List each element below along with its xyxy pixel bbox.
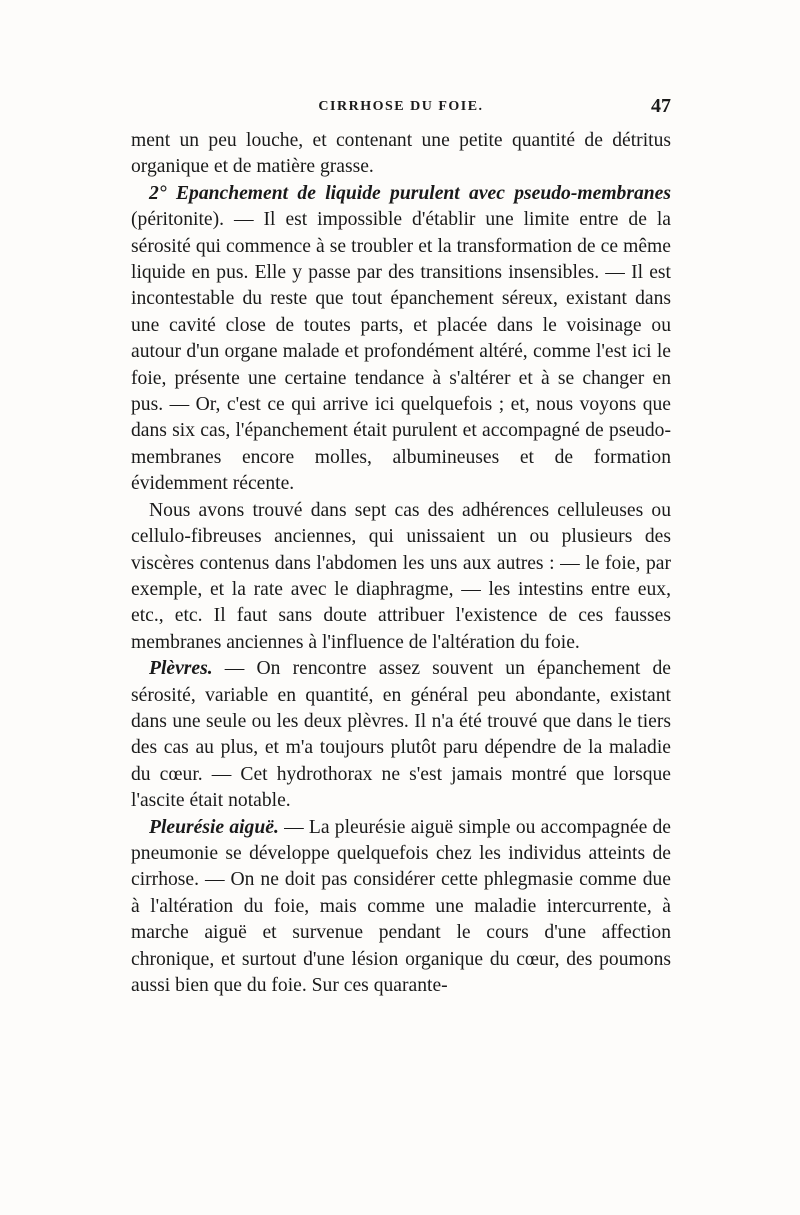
paragraph-lead: Plèvres.: [149, 658, 213, 680]
paragraph-text: — La pleurésie aiguë simple ou accompagnée de pneumonie se développe quelquefois chez les individus atteints de cirrhose. — On ne doit pas considérer cette phlegmasie comme due à l'altération du foie, mais comme une maladie intercurrente, à marche aiguë et survenue pendant le cours d'une affection chronique, et surtout d'une lésion organique du cœur, des poumons aussi bien que du foie. Sur ces quarante-: [131, 816, 671, 996]
paragraph-lead: 2° Epanchement de liquide purulent avec pseudo-membranes: [149, 182, 671, 204]
paragraph-pleuresie: [131, 815, 671, 1000]
running-head: [131, 96, 671, 126]
text-block: [131, 96, 671, 999]
paragraph-plevres: [131, 656, 671, 814]
paragraph-text: — On rencontre assez souvent un épanchement de sérosité, variable en quantité, en général peu abondante, existant dans une seule ou les deux plèvres. Il n'a été trouvé que dans le tiers des cas au plus, et m'a toujours plutôt paru dépendre de la maladie du cœur. — Cet hydrothorax ne s'est jamais montré que lorsque l'ascite était notable.: [131, 658, 671, 812]
paragraph-text: (péritonite). — Il est impossible d'établir une limite entre de la sérosité qui commence à se troubler et la transformation de ce même liquide en pus. Elle y passe par des transitions insensibles. — Il est incontestable du reste que tout épanchement séreux, existant dans une cavité close de toutes parts, et placée dans le voisinage ou autour d'un organe malade et profondément altéré, comme l'est ici le foie, présente une certaine tendance à s'altérer et à se changer en pus. — Or, c'est ce qui arrive ici quelquefois ; et, nous voyons que dans six cas, l'épanchement était purulent et accompagné de pseudo-membranes encore molles, albumineuses et de formation évidemment récente.: [131, 209, 671, 495]
paragraph-text: ment un peu louche, et contenant une petite quantité de détritus organique et de matière grasse.: [131, 130, 671, 178]
page-number: 47: [651, 95, 671, 117]
running-title: CIRRHOSE DU FOIE.: [318, 99, 484, 114]
paragraph-epanchement-purulent: [131, 181, 671, 498]
page-body: [131, 128, 671, 999]
paragraph-text: Nous avons trouvé dans sept cas des adhérences celluleuses ou cellulo-fibreuses anciennes, qui unissaient un ou plusieurs des viscères contenus dans l'abdomen les uns aux autres : — le foie, par exemple, et la rate avec le diaphragme, — les intestins entre eux, etc., etc. Il faut sans doute attribuer l'existence de ces fausses membranes anciennes à l'influence de l'altération du foie.: [131, 499, 671, 653]
paragraph-continuation: [131, 128, 671, 181]
paragraph-lead: Pleurésie aiguë.: [149, 816, 279, 838]
paragraph-adherences: [131, 498, 671, 656]
